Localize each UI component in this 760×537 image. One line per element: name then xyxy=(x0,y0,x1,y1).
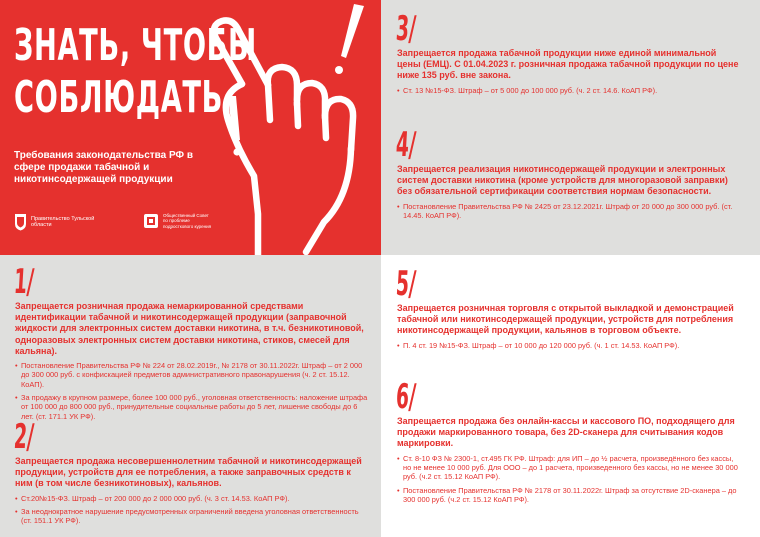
rule-1 xyxy=(12,262,370,421)
hand-pointing-icon xyxy=(198,0,381,255)
rule-heading: Запрещается реализация никотинсодержащей продукции и электронных систем доставки никотина (кроме устройств для многоразовой заправки) без обязательной сертификации соответствия нормам безопасности. xyxy=(397,164,728,197)
rule-heading: Запрещается продажа табачной продукции ниже единой минимальной цены (ЕМЦ). С 01.04.2023 г. розничная продажа табачной продукции по цене ниже 135 руб. вне закона. xyxy=(397,48,739,81)
rule-heading: Запрещается розничная торговля с открытой выкладкой и демонстрацией табачной или никотинсодержащей продукции, устройств для потребления никотинсодержащей продукции, кальянов в торговом объекте. xyxy=(397,303,734,336)
rule-bullet: • Постановление Правительства РФ № 2178 от 30.11.2022г. Штраф за отсутствие 2D-сканера – до 300 000 руб. (ч.2 ст. 15.12 КоАП РФ). xyxy=(397,485,737,504)
rule-2 xyxy=(12,417,370,526)
coat-of-arms-icon xyxy=(14,213,27,231)
rule-number: 1/ xyxy=(12,262,36,302)
rule-3 xyxy=(394,9,742,95)
logo-gov-text: Правительство Тульской области xyxy=(31,215,95,228)
panel-rules-5-6 xyxy=(381,255,760,537)
rule-heading: Запрещается продажа несовершеннолетним табачной и никотинсодержащей продукции, устройств для ее потребления, а также заправочных средств к ним (в том числе безникотиновых), кальянов. xyxy=(15,456,362,489)
panel-rules-1-2 xyxy=(0,255,381,537)
rule-bullet: • За продажу в крупном размере, более 100 000 руб., уголовная ответственность: наложение штрафа от 100 000 до 800 000 руб., принудительные социальные работы до 5 лет, лишение свободы до 6 лет. (ст. 171.1 УК РФ). xyxy=(15,392,368,421)
logo-public-council xyxy=(143,213,215,229)
rule-bullet: • Постановление Правительства РФ № 224 от 28.02.2019г., № 2178 от 30.11.2022г. Штраф – от 2 000 до 300 000 руб. с конфискацией предметов административного правонарушения (ч. 2 ст. 15.12. КоАП). xyxy=(15,361,363,389)
rule-bullet: • П. 4 ст. 19 №15-ФЗ. Штраф – от 10 000 до 120 000 руб. (ч. 1 ст. 14.53. КоАП РФ). xyxy=(397,340,680,350)
hero-title-line-1: ЗНАТЬ, ЧТОБЫ xyxy=(14,20,257,71)
rule-6 xyxy=(394,377,742,504)
rule-heading: Запрещается продажа без онлайн-кассы и кассового ПО, подходящего для продажи маркированного товара, без 2D-сканера для считывания кодов маркировки. xyxy=(397,416,735,449)
rule-number: 6/ xyxy=(394,377,418,417)
rule-4 xyxy=(394,125,742,220)
rule-number: 3/ xyxy=(394,9,418,49)
rule-5 xyxy=(394,264,742,350)
rule-heading: Запрещается розничная продажа немаркированной средствами идентификации табачной и никотинсодержащей продукции (заправочной жидкости для электронных систем доставки никотина, в т.ч. безникотиновой, одноразовых электронных систем доставки никотина, стиков, смесей для кальяна). xyxy=(15,301,364,356)
rule-bullet: • Ст. 13 №15-ФЗ. Штраф – от 5 000 до 100 000 руб. (ч. 2 ст. 14.6. КоАП РФ). xyxy=(397,85,658,95)
rule-bullet: • Ст.20№15-ФЗ. Штраф – от 200 000 до 2 000 000 руб. (ч. 3 ст. 14.53. КоАП РФ). xyxy=(15,493,290,503)
rule-number: 2/ xyxy=(12,417,36,457)
logo-tula-government xyxy=(14,213,101,231)
rule-bullet: • Постановление Правительства РФ № 2425 от 23.12.2021г. Штраф от 20 000 до 300 000 руб. (ст. 14.45. КоАП РФ). xyxy=(397,201,733,220)
hero-banner xyxy=(0,0,381,255)
hero-subtitle: Требования законодательства РФ в сфере продажи табачной и никотинсодержащей продукции xyxy=(14,150,194,185)
council-emblem-icon xyxy=(143,213,159,229)
rule-number: 5/ xyxy=(394,264,418,304)
logo-council-text: Общественный Совет по проблеме подросткового курения xyxy=(163,213,212,229)
rule-number: 4/ xyxy=(394,125,418,165)
rule-bullet: • Ст. 8-10 ФЗ № 2300-1, ст.495 ГК РФ. Штраф: для ИП – до ½ расчета, произведённого без кассы, но не менее 10 000 руб. Для ООО – до 1 расчета, произведенного без кассы, но не менее 30 000 руб. (ч.2 ст. 15.12 КоАП РФ). xyxy=(397,453,738,482)
rule-bullet: • За неоднократное нарушение предусмотренных ограничений введена уголовная ответственность (ст. 151.1 УК РФ). xyxy=(15,506,359,526)
hero-title-line-2: СОБЛЮДАТЬ xyxy=(14,72,224,123)
panel-rules-3-4 xyxy=(381,0,760,255)
